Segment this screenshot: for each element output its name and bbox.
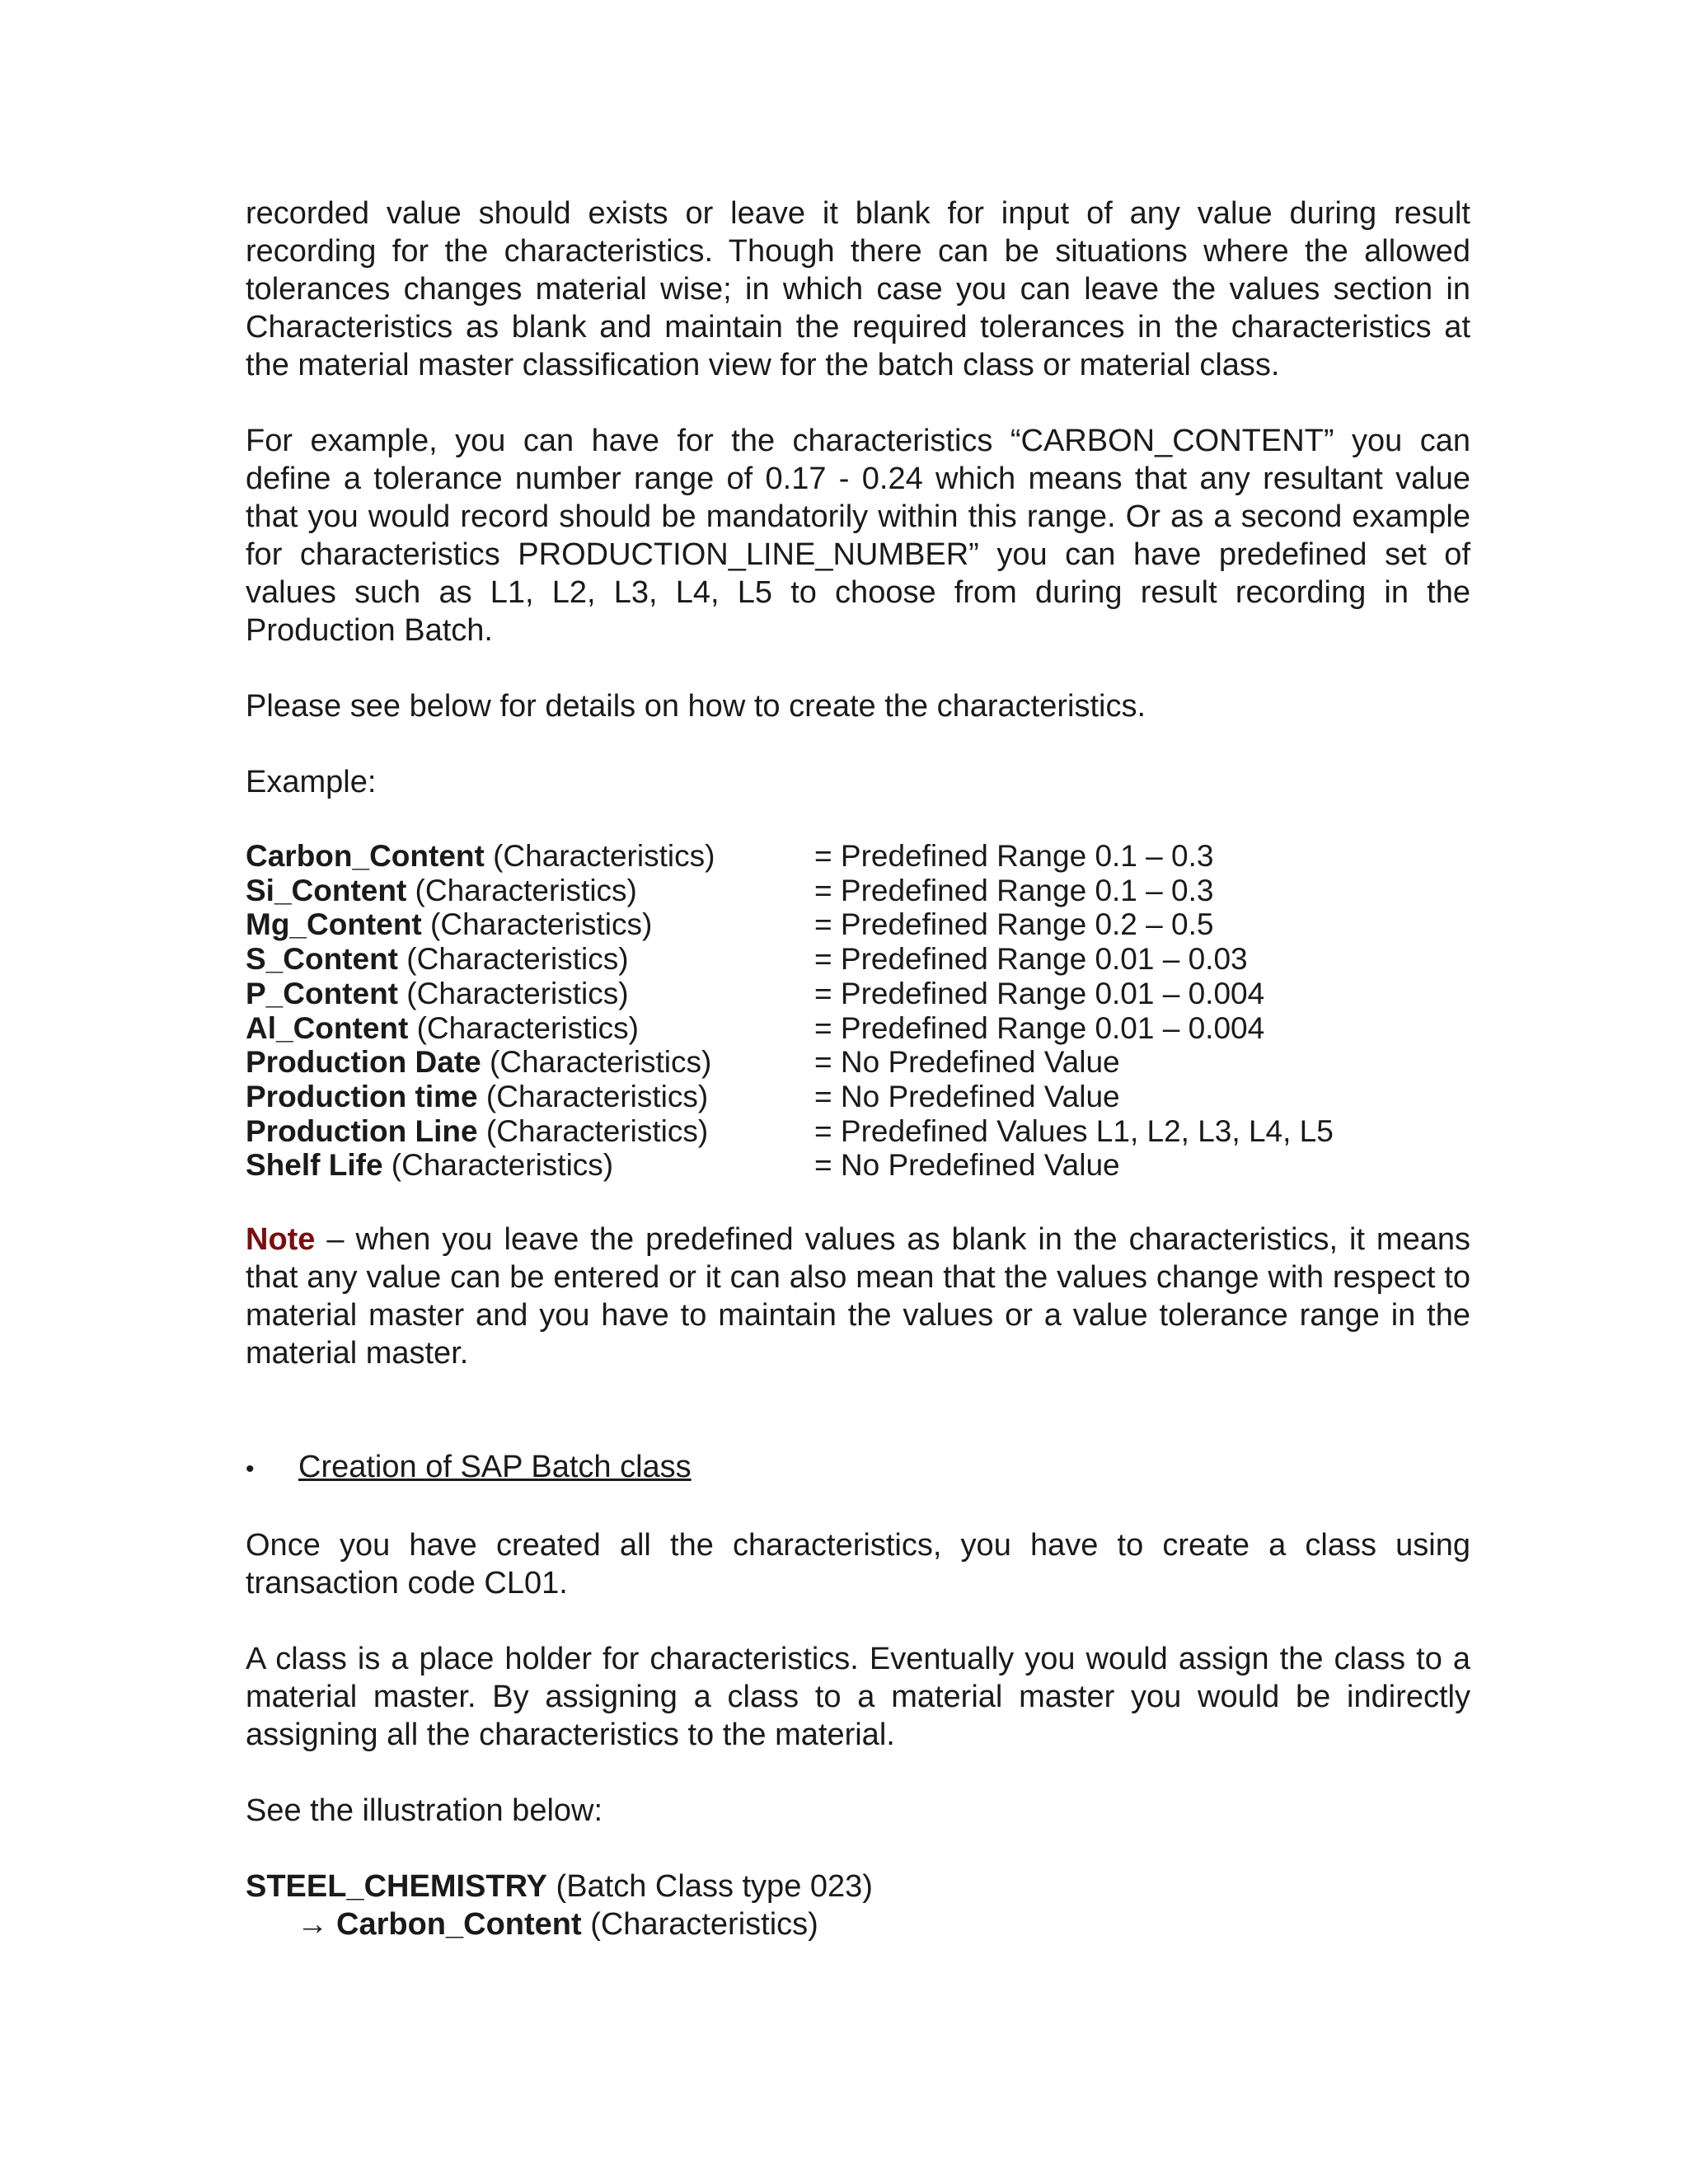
illustration-class-line: [246, 1868, 1470, 1905]
characteristic-row: [246, 1114, 1470, 1149]
bullet-icon: •: [246, 1455, 255, 1483]
characteristic-row: [246, 874, 1470, 908]
characteristic-suffix: (Characteristics): [406, 873, 637, 907]
section-heading: Creation of SAP Batch class: [298, 1450, 692, 1485]
characteristic-value: = Predefined Range 0.2 – 0.5: [814, 907, 1214, 942]
characteristic-name: Mg_Content: [246, 907, 422, 942]
characteristic-name: Production time: [246, 1079, 478, 1113]
class-name: STEEL_CHEMISTRY: [246, 1869, 547, 1905]
characteristic-suffix: (Characteristics): [421, 907, 653, 942]
example-label: Example:: [246, 765, 377, 799]
characteristic-name: Shelf Life: [246, 1148, 383, 1183]
characteristic-name: Al_Content: [246, 1010, 409, 1045]
paragraph-see-illustration: See the illustration below:: [246, 1793, 603, 1829]
characteristic-value: = Predefined Range 0.01 – 0.03: [814, 942, 1248, 977]
characteristic-suffix: (Characteristics): [398, 976, 629, 1010]
class-suffix: (Batch Class type 023): [546, 1869, 873, 1905]
note-paragraph: [246, 1221, 1470, 1372]
characteristics-list: [246, 839, 1470, 1183]
characteristic-name: Carbon_Content: [336, 1907, 582, 1943]
characteristic-row: [246, 942, 1470, 977]
characteristic-value: = No Predefined Value: [814, 1079, 1120, 1113]
illustration-block: [246, 1868, 1470, 1943]
characteristic-name: Production Date: [246, 1045, 481, 1080]
paragraph-class-definition: A class is a place holder for characteristics. Eventually you would assign the class to a material master. By assigning a class to a material master you would be indirectly assigning all the characteristics to the material.: [246, 1642, 1470, 1753]
characteristic-row: [246, 1148, 1470, 1183]
characteristic-value: = Predefined Range 0.1 – 0.3: [814, 873, 1214, 907]
characteristic-value: = Predefined Range 0.1 – 0.3: [814, 839, 1214, 873]
characteristic-suffix: (Characteristics): [477, 1113, 709, 1148]
paragraph-create-class: Once you have created all the characteristics, you have to create a class using transaction code CL01.: [246, 1528, 1470, 1601]
paragraph-example-ranges: For example, you can have for the characteristics “CARBON_CONTENT” you can define a tolerance number range of 0.17 - 0.24 which means that any resultant value that you would record should be mandatorily within this range. Or as a second example for characteristics PRODUCTION_LINE_NUMBER” you can have predefined set of values such as L1, L2, L3, L4, L5 to choose from during result recording in the Production Batch.: [246, 424, 1470, 648]
characteristic-row: [246, 907, 1470, 942]
characteristic-suffix: (Characteristics): [581, 1907, 818, 1943]
characteristic-value: = Predefined Range 0.01 – 0.004: [814, 976, 1265, 1010]
characteristic-suffix: (Characteristics): [477, 1079, 709, 1113]
characteristic-name: Si_Content: [246, 873, 407, 907]
characteristic-name: Production Line: [246, 1113, 478, 1148]
characteristic-row: [246, 1045, 1470, 1080]
arrow-right-icon: →: [297, 1907, 328, 1943]
paragraph-tolerances: recorded value should exists or leave it blank for input of any value during result recording for the characteristics. Though there can be situations where the allowed tolerances changes material wise; in which case you can leave the values section in Characteristics as blank and maintain the required tolerances in the characteristics at the material master classification view for the batch class or material class.: [246, 196, 1470, 382]
characteristic-value: = Predefined Range 0.01 – 0.004: [814, 1010, 1265, 1045]
characteristic-value: = Predefined Values L1, L2, L3, L4, L5: [814, 1113, 1334, 1148]
characteristic-value: = No Predefined Value: [814, 1045, 1120, 1080]
characteristic-row: [246, 1011, 1470, 1046]
illustration-characteristic-line: [246, 1905, 1470, 1943]
characteristic-suffix: (Characteristics): [481, 1045, 712, 1080]
characteristic-name: P_Content: [246, 976, 398, 1010]
paragraph-see-below: Please see below for details on how to create the characteristics.: [246, 689, 1146, 724]
characteristic-value: = No Predefined Value: [814, 1148, 1120, 1183]
characteristic-name: Carbon_Content: [246, 839, 485, 873]
characteristic-row: [246, 1080, 1470, 1114]
characteristic-row: [246, 977, 1470, 1011]
characteristic-suffix: (Characteristics): [398, 942, 629, 977]
section-heading-row: [246, 1448, 1470, 1488]
characteristic-suffix: (Characteristics): [484, 839, 715, 873]
characteristic-row: [246, 839, 1470, 874]
note-text: – when you leave the predefined values as blank in the characteristics, it means that any value can be entered or it can also mean that the values change with respect to material master and you have to maintain the values or a value tolerance range in the material master.: [246, 1222, 1470, 1371]
characteristic-suffix: (Characteristics): [408, 1010, 639, 1045]
document-page: [246, 194, 1470, 1943]
characteristic-suffix: (Characteristics): [382, 1148, 614, 1183]
note-label: Note: [246, 1222, 316, 1258]
characteristic-name: S_Content: [246, 942, 398, 977]
